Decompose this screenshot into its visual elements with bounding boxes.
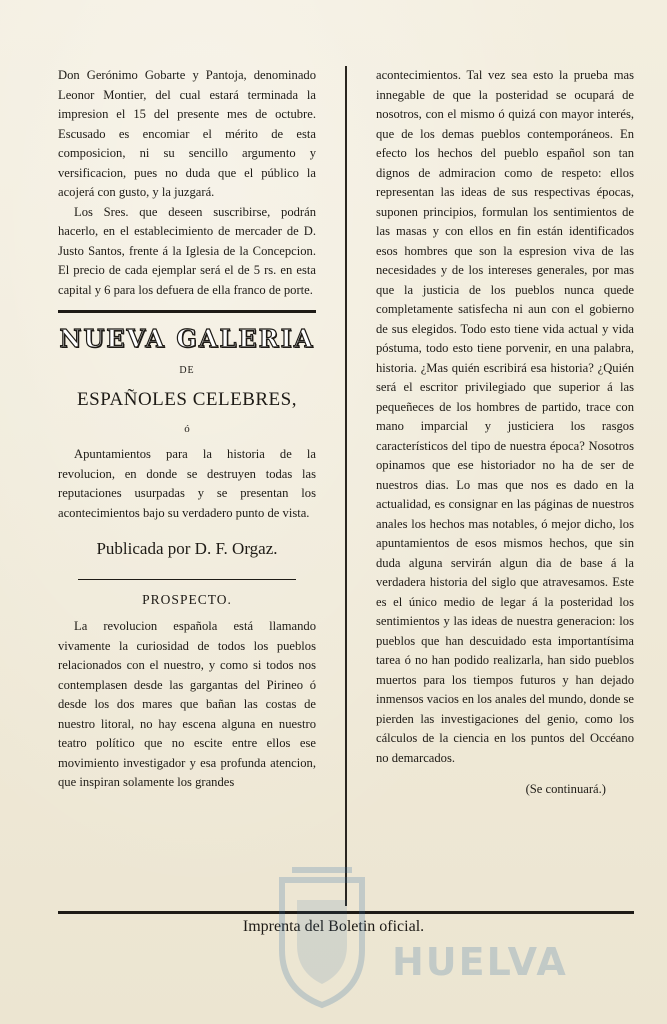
column-divider [345,66,347,906]
imprenta-footer: Imprenta del Boletin oficial. [242,918,425,935]
thin-divider [78,579,296,580]
intro-paragraph: Don Gerónimo Gobarte y Pantoja, denominado Leonor Montier, del cual estará terminada la impresion el 15 del presente mes de octubre. Escusado es encomiar el mérito de esta composicion, ni su sencillo argumento y versificacion, pues no duda que el público la acojerá con gusto, y la juzgará. [58,68,316,199]
prospecto-heading: PROSPECTO. [142,591,232,607]
masthead-de: DE [179,364,195,376]
published-by: Publicada por D. F. Orgaz. [96,539,278,558]
masthead-title: NUEVA GALERIA [59,324,315,353]
masthead-subtitle: ESPAÑOLES CELEBRES, [77,389,297,410]
right-column [376,66,634,800]
watermark-text: HUELVA [392,940,568,984]
footer-rule [58,911,634,914]
continued-paragraph: acontecimientos. Tal vez sea esto la prueba mas innegable de que la posteridad se ocupará de nosotros, con el mismo ó quizá con mayor interés, que de los demas pueblos contemporáneos. En efecto los hechos del pueblo español son tan dignos de admiracion como de respeto: ellos representan las ideas de sus respectivas épocas, suponen principios, formulan los sentimientos de las masas y con ellos en fin están identificados esos hombres que son la espresion viva de las necesidades y de los intereses generales, por mas que la justicia de los pueblos nunca quede completamente satisfecha ni aun con el gobierno de sus elegidos. Todo esto tiene vida actual y vida póstuma, todo esto tiene porvenir, en una palabra, historia. ¿Mas quién escribirá esa historia? ¿Quién será el escritor privilegiado que superior á las pequeñeces de los hombres de partido, trace con mano imparcial y justiciera los rasgos característicos del tipo de nuestra época? Nosotros opinamos que ese historiador no ha de ser de nuestros dias. Lo mas que nos es dado en la actualidad, es consignar en las páginas de nuestros anales los hechos mas notables, ó mejor dicho, los apuntamientos de esos mismos hechos, que sin duda alguna servirán algun dia de base á la verdadera historia del siglo que atravesamos. Este es el único medio de legar á la posteridad los sentimientos y las ideas de nuestra generacion: los pueblos que han descuidado esta importantísima tarea ó no han podido realizarla, han sido pueblos muertos para los tiempos futuros y han dejado inmensos vacios en los anales del mundo, donde se pierden las investigaciones del genio, como los cálculos de la ciencia en los puntos del Occéano no demarcados. [376,68,634,765]
prospecto-paragraph: La revolucion española está llamando vivamente la curiosidad de todos los pueblos relacionados con el nuestro, y como si todos nos contemplasen desde las gargantas del Pirineo ó desde los dos mares que bañan las costas de nuestro litoral, no hay escena alguna en nuestro teatro político que no escite entre ellos ese movimiento investigador y esa profunda atencion, que inspiran solamente los grandes [58,619,316,789]
section-divider [58,310,316,313]
subscription-paragraph: Los Sres. que deseen suscribirse, podrán hacerlo, en el establecimiento de mercader de D. Justo Santos, frente á la Iglesia de la Concepcion. El precio de cada ejemplar será el de 5 rs. en esta capital y 6 para los defuera de ella franco de porte. [58,204,316,297]
continuara-note: (Se continuará.) [525,782,606,796]
description-paragraph: Apuntamientos para la historia de la revolucion, en donde se destruyen todas las reputaciones usurpadas y se presentan los acontecimientos bajo su verdadero punto de vista. [58,447,316,520]
masthead-o: ó [184,422,190,435]
left-column [58,66,316,793]
